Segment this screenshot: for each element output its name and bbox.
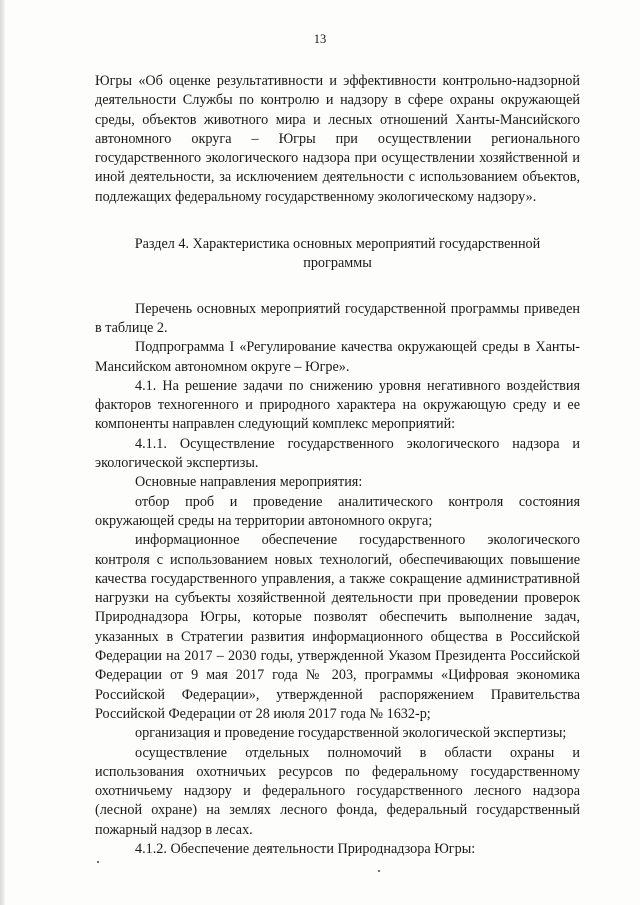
paragraph: Подпрограмма I «Регулирование качества окружающей среды в Ханты-Мансийском автономном округе – Югре». xyxy=(95,339,580,375)
paragraph: 4.1.1. Осуществление государственного экологического надзора и экологической экспертизы. xyxy=(95,435,580,472)
paragraph: Основные направления мероприятия: xyxy=(135,474,363,491)
page-number: 13 xyxy=(313,32,327,46)
scan-speck xyxy=(378,870,380,872)
list-item: информационное обеспечение государственного экологического контроля с использованием новых технологий, обеспечивающих повышение качества государственного управления, а также сокращение административной нагрузки на субъекты хозяйственной деятельности при проведении проверок Природнадзора Югры, которые позволят обеспечить выполнение задач, указанных в Стратегии развития информационного общества в Российской Федерации на 2017 – 2030 годы, утвержденной Указом Президента Российской Федерации от 9 мая 2017 года № 203, программы «Цифровая экономика Российской Федерации», утвержденной распоряжением Правительства Российской Федерации от 28 июля 2017 года № 1632-р; xyxy=(95,532,580,722)
list-item: отбор проб и проведение аналитического контроля состояния окружающей среды на территории автономного округа; xyxy=(95,493,580,529)
scan-speck xyxy=(97,861,99,863)
list-item: организация и проведение государственной экологической экспертизы; xyxy=(135,725,567,742)
paragraph-continuation: Югры «Об оценке результативности и эффективности контрольно-надзорной деятельности Службы по контролю и надзору в сфере охраны окружающей среды, объектов животного мира и лесных отношений Ханты-Мансийского автономного округа – Югры при осуществлении регионального государственного экологического надзора при осуществлении хозяйственной и иной деятельности, за исключением деятельности с использованием объектов, подлежащих федеральному государственному экологическому надзору». xyxy=(95,73,580,205)
section-heading: Раздел 4. Характеристика основных мероприятий государственной программы xyxy=(134,236,541,272)
document-body xyxy=(95,72,580,859)
list-item: осуществление отдельных полномочий в области охраны и использования охотничьих ресурсов по федеральному государственному охотничьему надзору и федерального государственного лесного надзора (лесной охране) на землях лесного фонда, федеральный государственный пожарный надзор в лесах. xyxy=(95,744,580,838)
paragraph: 4.1.2. Обеспечение деятельности Природнадзора Югры: xyxy=(135,840,476,857)
paragraph: 4.1. На решение задачи по снижению уровня негативного воздействия факторов техногенного и природного характера на окружающую среду и ее компоненты направлен следующий комплекс мероприятий: xyxy=(95,377,580,433)
scan-edge-shadow xyxy=(0,0,5,905)
paragraph: Перечень основных мероприятий государственной программы приведен в таблице 2. xyxy=(95,300,580,336)
